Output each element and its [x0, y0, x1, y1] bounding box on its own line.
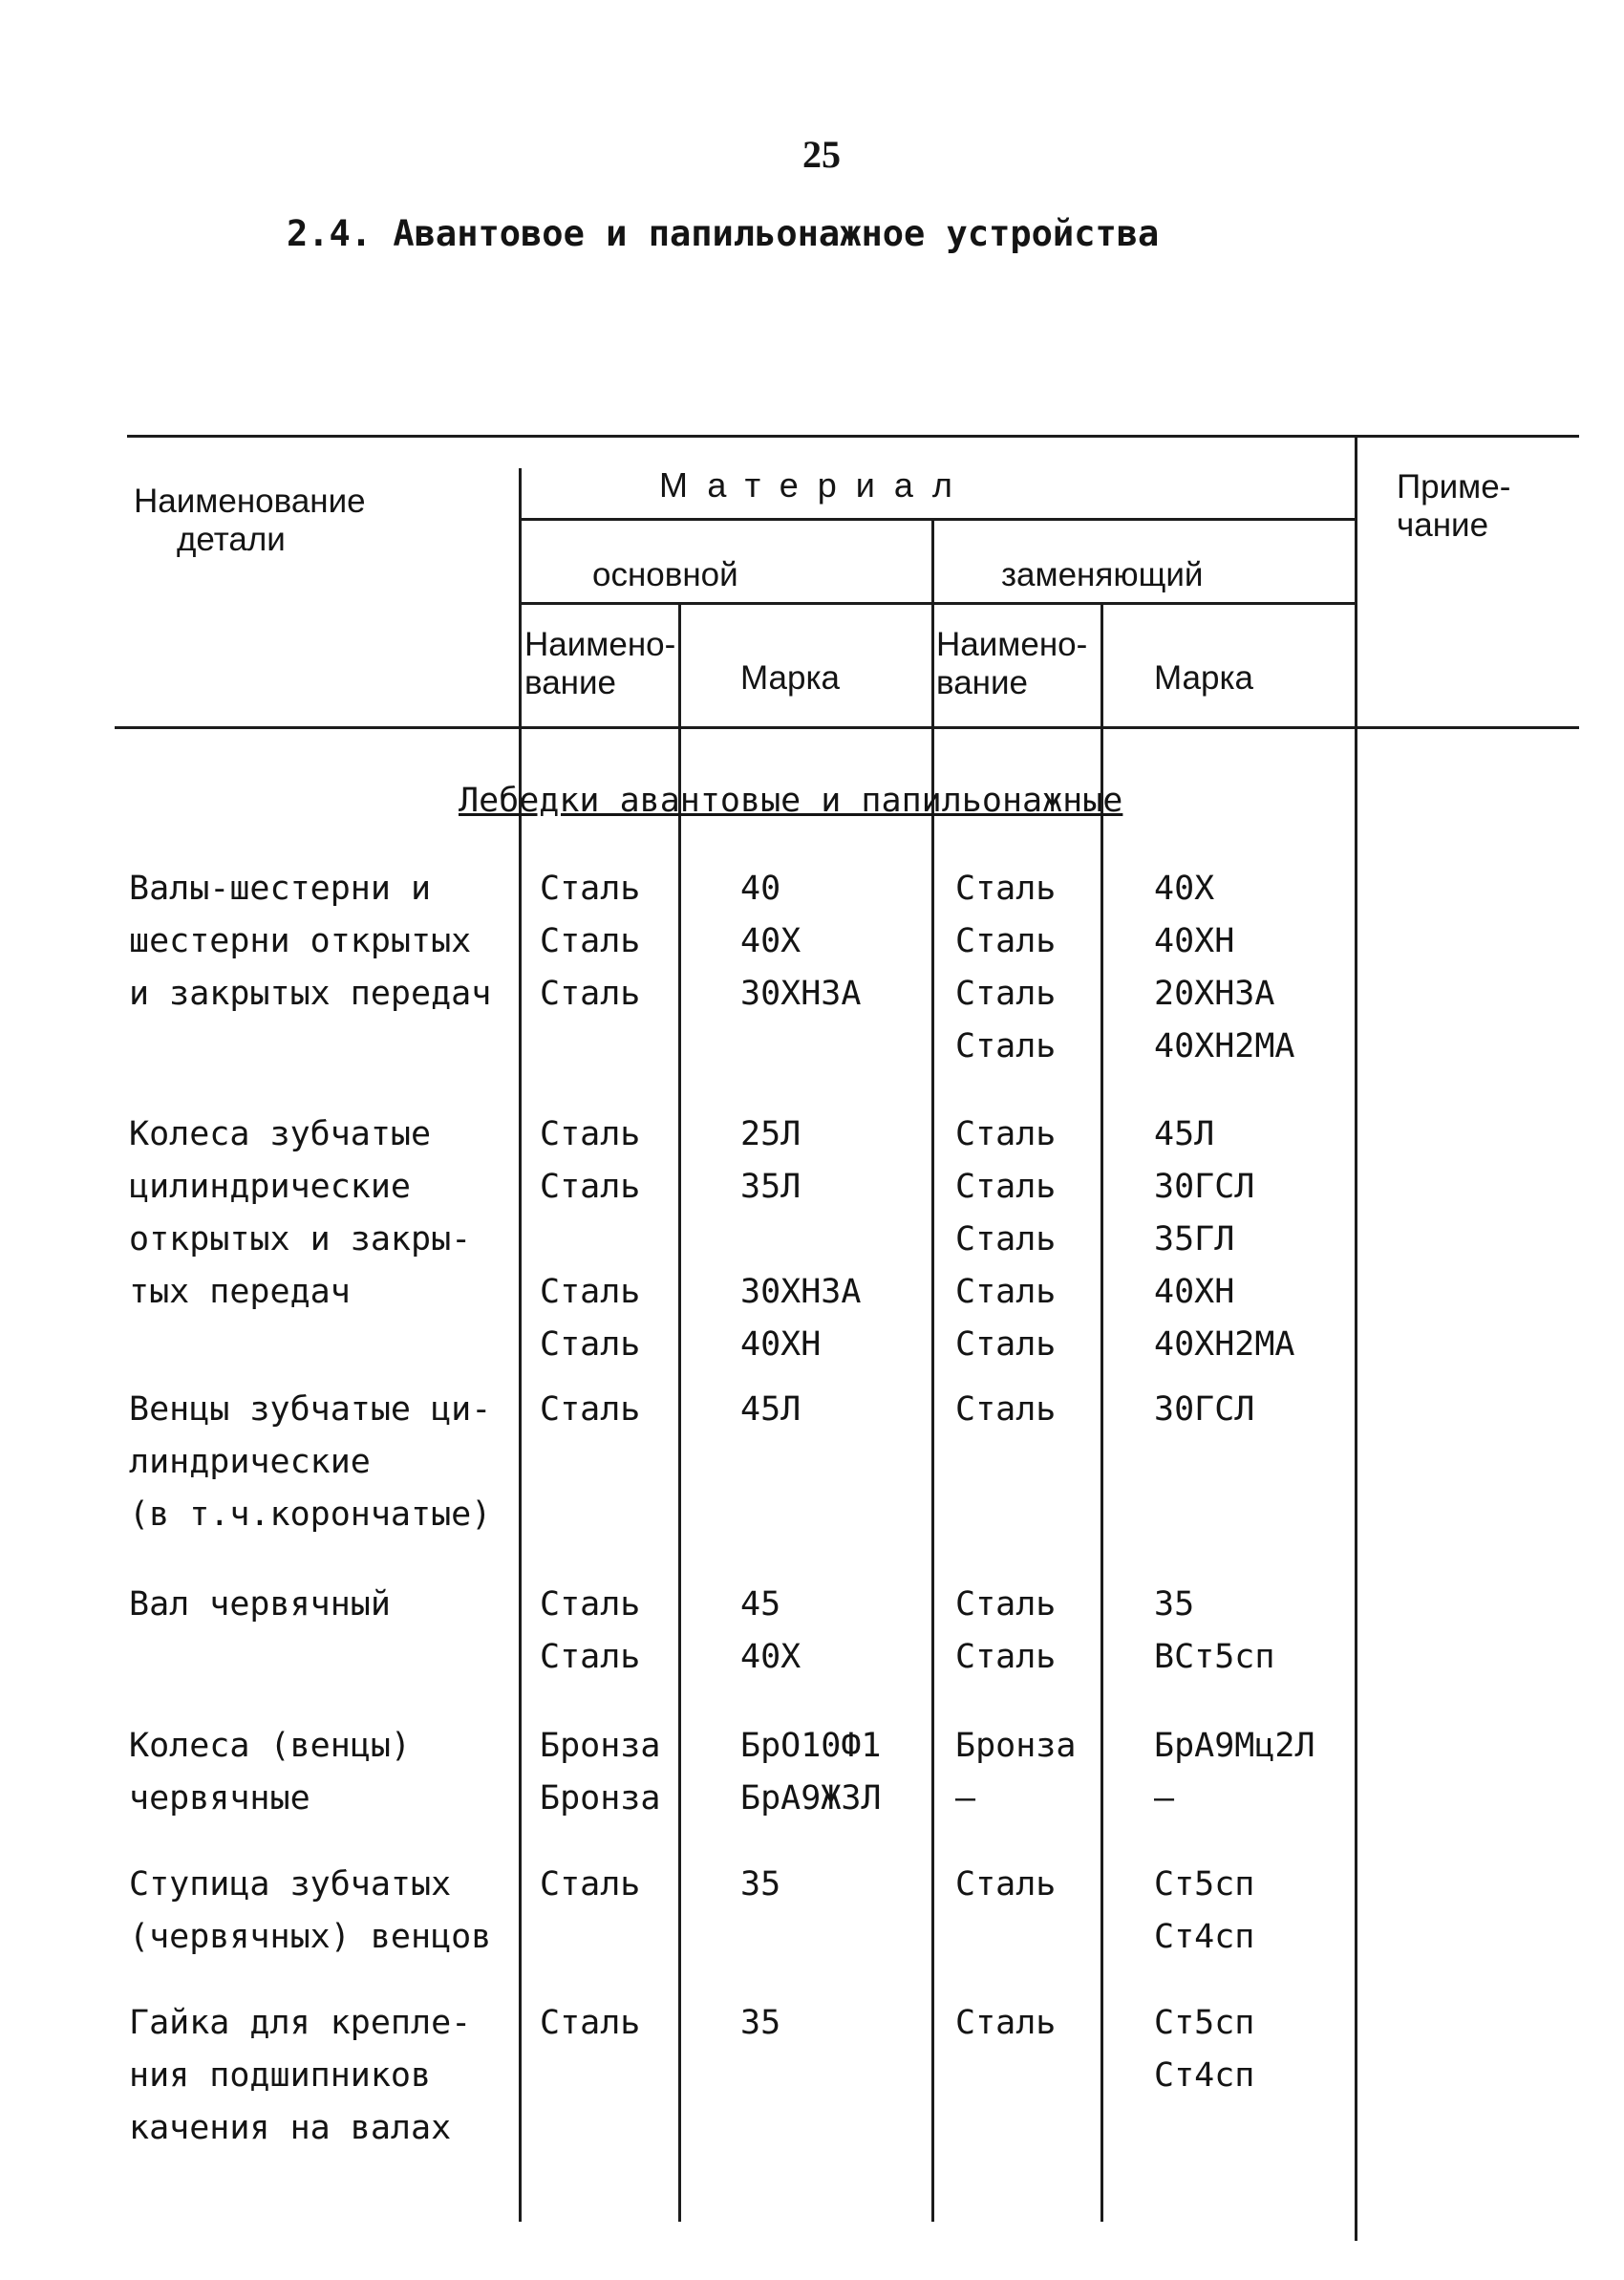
header-primary-name — [524, 626, 675, 703]
primary-material-name — [540, 1214, 640, 1266]
primary-material-grade: 30ХН3А — [740, 975, 862, 1013]
material-header-rule — [521, 518, 1357, 521]
part-name: ния подшипников — [129, 2056, 432, 2095]
header-sub-name-line1: Наимено- — [936, 626, 1088, 663]
substitute-material-name: Сталь — [955, 1325, 1057, 1364]
header-material: Материал — [659, 465, 972, 505]
primary-material-grade-cell — [740, 1720, 882, 1825]
header-primary-name-line2: вание — [524, 664, 617, 702]
substitute-material-name: Сталь — [955, 1865, 1057, 1904]
substitute-material-grade-cell — [1154, 863, 1295, 1073]
header-detail-line1: Наименование — [134, 483, 366, 520]
part-name: цилиндрические — [129, 1168, 412, 1206]
substitute-material-name: Сталь — [955, 1390, 1057, 1429]
subheader-rule — [521, 602, 1357, 605]
primary-material-name-cell — [540, 863, 640, 1073]
substitute-material-grade: 40ХН — [1154, 1273, 1235, 1311]
part-name-cell — [129, 1997, 471, 2155]
column-divider-3 — [931, 518, 934, 2222]
substitute-material-name-cell — [955, 1720, 1076, 1825]
primary-material-name — [540, 1021, 640, 1073]
substitute-material-grade: 45Л — [1154, 1115, 1215, 1153]
header-substitute: заменяющий — [1001, 556, 1204, 593]
primary-material-grade-cell — [740, 1859, 780, 1911]
part-name: Вал червячный — [129, 1585, 391, 1624]
primary-material-grade: 25Л — [740, 1115, 801, 1153]
primary-material-grade-cell — [740, 1579, 801, 1684]
part-name: открытых и закры- — [129, 1220, 472, 1258]
primary-material-grade — [740, 1214, 861, 1266]
primary-material-name: Бронза — [540, 1727, 661, 1765]
primary-material-name: Сталь — [540, 1168, 641, 1206]
header-primary-grade: Марка — [740, 659, 841, 697]
primary-material-name: Сталь — [540, 870, 641, 908]
column-divider-5 — [1355, 435, 1357, 2241]
part-name: Венцы зубчатые ци- — [129, 1390, 492, 1429]
primary-material-name: Сталь — [540, 922, 641, 960]
primary-material-grade-cell — [740, 863, 861, 1073]
part-name: Валы-шестерни и — [129, 870, 432, 908]
substitute-material-name: Бронза — [955, 1727, 1077, 1765]
header-sub-name-line2: вание — [936, 664, 1029, 702]
primary-material-name: Сталь — [540, 1115, 641, 1153]
substitute-material-grade-cell — [1154, 1108, 1295, 1371]
part-name: Колеса (венцы) — [129, 1727, 412, 1765]
primary-material-name: Бронза — [540, 1779, 661, 1818]
header-bottom-rule — [115, 726, 1579, 729]
substitute-material-grade: Ст5сп — [1154, 2004, 1255, 2042]
substitute-material-grade: 35 — [1154, 1585, 1195, 1624]
part-name-cell — [129, 1108, 471, 1371]
primary-material-grade — [740, 1021, 861, 1073]
header-detail-name — [134, 483, 366, 560]
primary-material-name-cell — [540, 1384, 640, 1436]
primary-material-name-cell — [540, 1720, 660, 1825]
primary-material-name: Сталь — [540, 1325, 641, 1364]
primary-material-grade: 35 — [740, 2004, 781, 2042]
substitute-material-name-cell — [955, 1997, 1056, 2050]
primary-material-name: Сталь — [540, 975, 641, 1013]
primary-material-grade-cell — [740, 1997, 780, 2050]
substitute-material-grade: 40ХН — [1154, 922, 1235, 960]
part-name: Гайка для крепле- — [129, 2004, 472, 2042]
part-name-cell — [129, 1720, 411, 1825]
part-name-cell — [129, 863, 491, 1021]
substitute-material-grade: 40ХН2МА — [1154, 1325, 1295, 1364]
part-name — [129, 1319, 471, 1371]
substitute-material-grade: 35ГЛ — [1154, 1220, 1235, 1258]
substitute-material-grade: БрА9Мц2Л — [1154, 1727, 1315, 1765]
substitute-material-name: Сталь — [955, 975, 1057, 1013]
primary-material-name: Сталь — [540, 2004, 641, 2042]
primary-material-name: Сталь — [540, 1390, 641, 1429]
header-note-line1: Приме- — [1397, 468, 1511, 505]
primary-material-grade-cell — [740, 1384, 801, 1436]
substitute-material-name-cell — [955, 863, 1056, 1073]
substitute-material-grade-cell — [1154, 1720, 1315, 1825]
substitute-material-name: Сталь — [955, 870, 1057, 908]
primary-material-grade: 35Л — [740, 1168, 801, 1206]
primary-material-grade: 40ХН — [740, 1325, 822, 1364]
primary-material-name-cell — [540, 1108, 640, 1371]
primary-material-name-cell — [540, 1859, 640, 1911]
primary-material-name-cell — [540, 1579, 640, 1684]
part-name: Колеса зубчатые — [129, 1115, 432, 1153]
primary-material-name: Сталь — [540, 1273, 641, 1311]
substitute-material-grade-cell — [1154, 1579, 1274, 1684]
header-detail-line2: детали — [177, 521, 286, 559]
substitute-material-name-cell — [955, 1108, 1056, 1371]
primary-material-name: Сталь — [540, 1865, 641, 1904]
header-sub-name — [936, 626, 1087, 703]
primary-material-name: Сталь — [540, 1585, 641, 1624]
substitute-material-grade-cell — [1154, 1997, 1254, 2102]
group-title: Лебедки авантовые и папильонажные — [459, 782, 1123, 820]
primary-material-name: Сталь — [540, 1638, 641, 1676]
part-name-cell — [129, 1859, 491, 1964]
substitute-material-grade: 40ХН2МА — [1154, 1027, 1295, 1065]
column-divider-1 — [519, 468, 522, 2222]
substitute-material-name: – — [955, 1779, 976, 1818]
header-note-line2: чание — [1397, 506, 1489, 545]
substitute-material-grade-cell — [1154, 1859, 1254, 1964]
substitute-material-name: Сталь — [955, 1220, 1057, 1258]
primary-material-name-cell — [540, 1997, 640, 2050]
part-name: шестерни открытых — [129, 922, 472, 960]
header-primary-name-line1: Наимено- — [524, 626, 676, 663]
substitute-material-grade: 30ГСЛ — [1154, 1168, 1255, 1206]
header-note — [1397, 468, 1510, 546]
table-top-rule — [127, 435, 1579, 438]
substitute-material-grade: 30ГСЛ — [1154, 1390, 1255, 1429]
header-sub-grade: Марка — [1154, 659, 1254, 697]
substitute-material-name: Сталь — [955, 1115, 1057, 1153]
substitute-material-grade: ВСт5сп — [1154, 1638, 1275, 1676]
primary-material-grade: 45 — [740, 1585, 781, 1624]
part-name: (в т.ч.корончатые) — [129, 1495, 492, 1534]
substitute-material-grade: 40Х — [1154, 870, 1215, 908]
part-name: тых передач — [129, 1273, 351, 1311]
primary-material-grade: 35 — [740, 1865, 781, 1904]
substitute-material-name: Сталь — [955, 1027, 1057, 1065]
primary-material-grade: 30ХН3А — [740, 1273, 862, 1311]
primary-material-grade-cell — [740, 1108, 861, 1371]
header-primary: основной — [592, 556, 738, 593]
substitute-material-grade: Ст4сп — [1154, 1918, 1255, 1956]
substitute-material-name-cell — [955, 1384, 1056, 1436]
page-number: 25 — [802, 133, 841, 176]
column-divider-4 — [1100, 604, 1103, 2222]
primary-material-grade: 40 — [740, 870, 781, 908]
substitute-material-name: Сталь — [955, 1168, 1057, 1206]
substitute-material-name: Сталь — [955, 2004, 1057, 2042]
part-name: качения на валах — [129, 2109, 452, 2147]
primary-material-grade: 40Х — [740, 922, 801, 960]
part-name: и закрытых передач — [129, 975, 492, 1013]
part-name: линдрические — [129, 1443, 371, 1481]
substitute-material-name: Сталь — [955, 1585, 1057, 1624]
primary-material-grade: 40Х — [740, 1638, 801, 1676]
substitute-material-grade: Ст5сп — [1154, 1865, 1255, 1904]
part-name-cell — [129, 1384, 491, 1541]
primary-material-grade: БрА9Ж3Л — [740, 1779, 882, 1818]
substitute-material-name: Сталь — [955, 1638, 1057, 1676]
substitute-material-grade: – — [1154, 1779, 1175, 1818]
substitute-material-name: Сталь — [955, 1273, 1057, 1311]
primary-material-grade: 45Л — [740, 1390, 801, 1429]
part-name-cell — [129, 1579, 391, 1631]
substitute-material-name: Сталь — [955, 922, 1057, 960]
substitute-material-name-cell — [955, 1859, 1056, 1911]
part-name: червячные — [129, 1779, 310, 1818]
section-title: 2.4. Авантовое и папильонажное устройства — [287, 213, 1160, 254]
substitute-material-grade: Ст4сп — [1154, 2056, 1255, 2095]
column-divider-2 — [678, 604, 681, 2222]
primary-material-grade: БрО10Ф1 — [740, 1727, 882, 1765]
substitute-material-name-cell — [955, 1579, 1056, 1684]
part-name: (червячных) венцов — [129, 1918, 492, 1956]
part-name: Ступица зубчатых — [129, 1865, 452, 1904]
substitute-material-grade: 20ХН3А — [1154, 975, 1275, 1013]
substitute-material-grade-cell — [1154, 1384, 1254, 1436]
